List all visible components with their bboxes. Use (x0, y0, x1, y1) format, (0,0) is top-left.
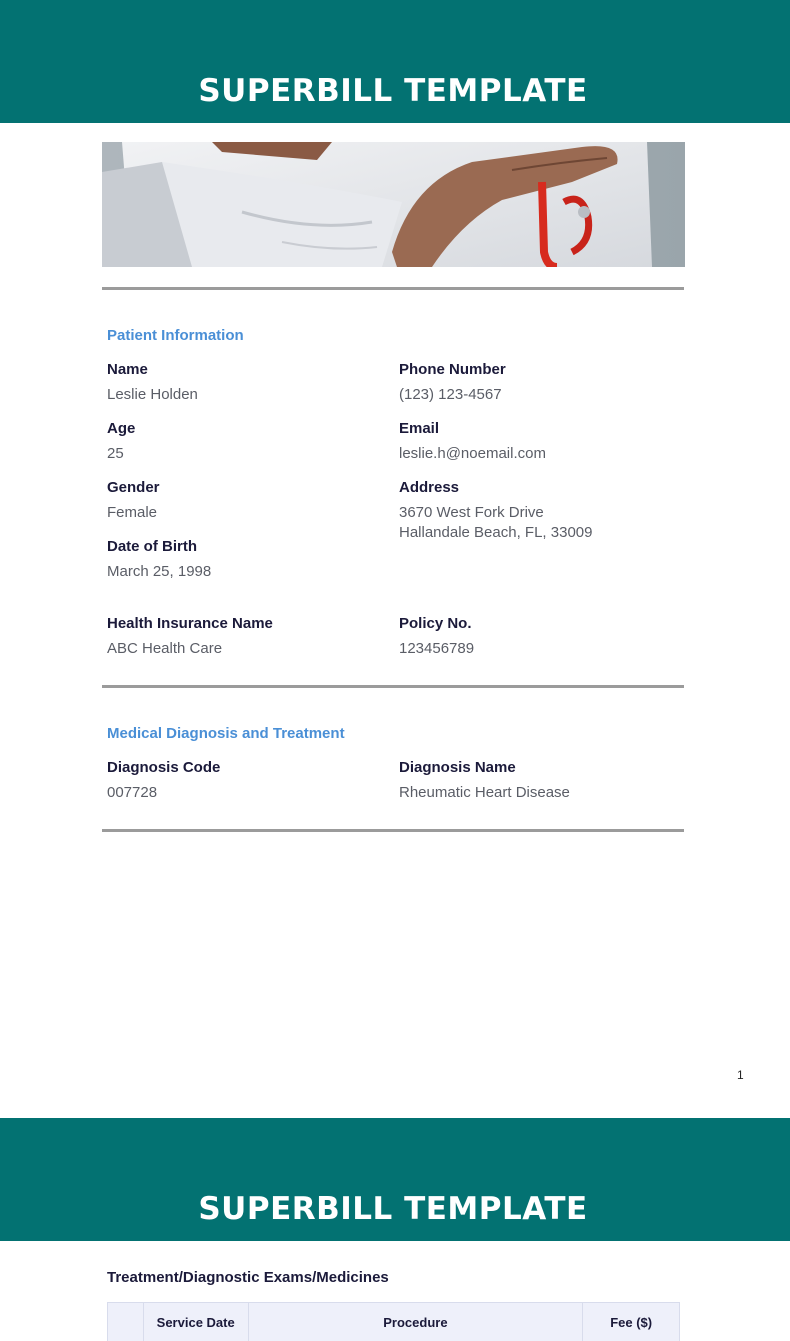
age-label: Age (107, 420, 136, 437)
address-value: 3670 West Fork Drive Hallandale Beach, FL, 33009 (399, 504, 593, 541)
email-label: Email (399, 420, 440, 437)
name-value: Leslie Holden (107, 386, 198, 403)
policy-value: 123456789 (399, 640, 475, 657)
divider (102, 685, 684, 688)
diagnosis-heading: Medical Diagnosis and Treatment (107, 725, 345, 742)
treatment-table (107, 1302, 680, 1341)
treatment-heading: Treatment/Diagnostic Exams/Medicines (107, 1269, 389, 1286)
diagnosis-code-label: Diagnosis Code (107, 759, 221, 776)
name-label: Name (107, 361, 148, 378)
table-header-service-date: Service Date (144, 1303, 249, 1341)
address-label: Address (399, 479, 460, 496)
document-title: SUPERBILL TEMPLATE (198, 73, 588, 109)
gender-value: Female (107, 504, 158, 521)
phone-label: Phone Number (399, 361, 506, 378)
doctor-stethoscope-image (102, 142, 685, 267)
page-number: 1 (737, 1068, 744, 1082)
gender-label: Gender (107, 479, 160, 496)
email-value: leslie.h@noemail.com (399, 445, 546, 462)
insurance-value: ABC Health Care (107, 640, 223, 657)
diagnosis-code-value: 007728 (107, 784, 158, 801)
divider (102, 829, 684, 832)
header-banner (0, 0, 790, 123)
dob-value: March 25, 1998 (107, 563, 212, 580)
table-header-procedure: Procedure (249, 1303, 584, 1341)
insurance-label: Health Insurance Name (107, 615, 273, 632)
diagnosis-name-label: Diagnosis Name (399, 759, 516, 776)
divider (102, 287, 684, 290)
age-value: 25 (107, 445, 124, 462)
header-banner (0, 1118, 790, 1241)
dob-label: Date of Birth (107, 538, 197, 555)
policy-label: Policy No. (399, 615, 472, 632)
patient-info-heading: Patient Information (107, 327, 244, 344)
table-header-index (108, 1303, 144, 1341)
document-title: SUPERBILL TEMPLATE (198, 1191, 588, 1227)
phone-value: (123) 123-4567 (399, 386, 502, 403)
table-header-fee: Fee ($) (610, 1315, 653, 1330)
diagnosis-name-value: Rheumatic Heart Disease (399, 784, 570, 801)
